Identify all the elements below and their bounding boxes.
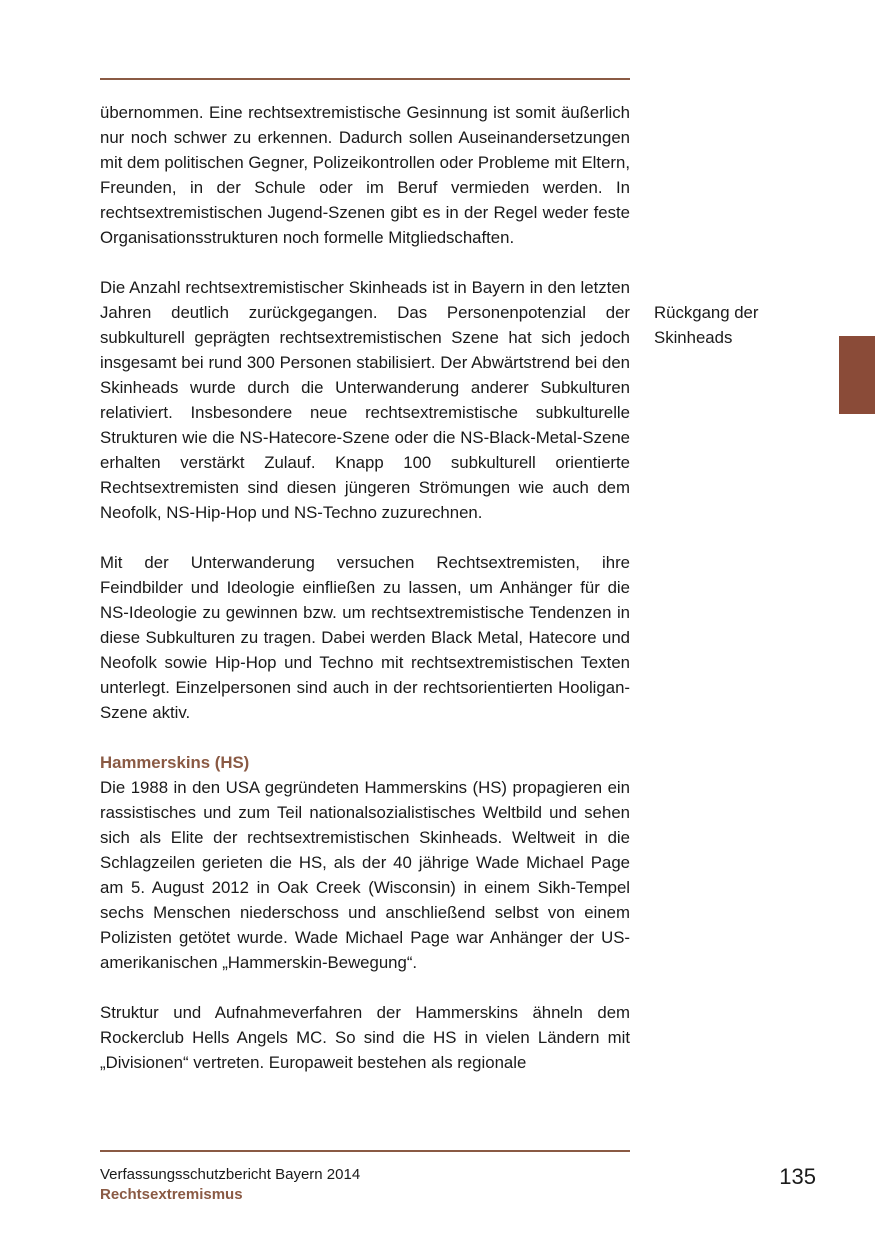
paragraph-1: übernommen. Eine rechtsextremistische Gesinnung ist somit äußerlich nur noch schwer zu erkennen. Dadurch sollen Auseinandersetzungen mit dem politischen Gegner, Polizeikontrollen oder Probleme mit Eltern, Freunden, in der Schule oder im Beruf vermieden werden. In rechtsextremistischen Jugend-Szenen gibt es in der Regel weder feste Organisationsstrukturen noch formelle Mitgliedschaften. [100, 103, 630, 247]
footer-report-title: Verfassungsschutzbericht Bayern 2014 [100, 1166, 361, 1183]
page-number: 135 [779, 1164, 816, 1189]
bottom-divider [100, 1150, 630, 1152]
margin-note [654, 300, 804, 350]
margin-note-line-2: Skinheads [654, 328, 733, 347]
paragraph-3: Mit der Unterwanderung versuchen Rechtsextremisten, ihre Feindbilder und Ideologie einfließen zu lassen, um Anhänger für die NS-Ideologie zu gewinnen bzw. um rechtsextremistische Tendenzen in diese Subkulturen zu tragen. Dabei werden Black Metal, Hatecore und Neofolk sowie Hip-Hop und Techno mit rechtsextremistischen Texten unterlegt. Einzelpersonen sind auch in der rechtsorientierten Hooligan-Szene aktiv. [100, 553, 630, 722]
margin-note-line-1: Rückgang der [654, 303, 759, 322]
paragraph-2: Die Anzahl rechtsextremistischer Skinheads ist in Bayern in den letzten Jahren deutlich zurückgegangen. Das Personenpotenzial der subkulturell geprägten rechtsextremistischen Szene hat sich jedoch insgesamt bei rund 300 Personen stabilisiert. Der Abwärtstrend bei den Skinheads wurde durch die Unterwanderung anderer Subkulturen relativiert. Insbesondere neue rechtsextremistische subkulturelle Strukturen wie die NS-Hatecore-Szene oder die NS-Black-Metal-Szene erhalten verstärkt Zulauf. Knapp 100 subkulturell orientierte Rechtsextremisten sind diesen jüngeren Strömungen wie auch dem Neofolk, NS-Hip-Hop und NS-Techno zuzurechnen. [100, 278, 630, 522]
main-text-column [100, 100, 630, 1100]
paragraph-5: Struktur und Aufnahmeverfahren der Hammerskins ähneln dem Rockerclub Hells Angels MC. So sind die HS in vielen Ländern mit „Divisionen“ vertreten. Europaweit bestehen als regionale [100, 1003, 630, 1072]
footer-section-title: Rechtsextremismus [100, 1186, 243, 1203]
section-heading-hammerskins: Hammerskins (HS) [100, 753, 250, 772]
page-footer [100, 1165, 360, 1205]
top-divider [100, 78, 630, 80]
chapter-tab-marker [839, 336, 875, 414]
paragraph-4: Die 1988 in den USA gegründeten Hammerskins (HS) propagieren ein rassistisches und zum Teil nationalsozialistisches Weltbild und sehen sich als Elite der rechtsextremistischen Skinheads. Weltweit in die Schlagzeilen gerieten die HS, als der 40 jährige Wade Michael Page am 5. August 2012 in Oak Creek (Wisconsin) in einem Sikh-Tempel sechs Menschen niederschoss und anschließend selbst von einem Polizisten getötet wurde. Wade Michael Page war Anhänger der US-amerikanischen „Hammerskin-Bewegung“. [100, 778, 630, 972]
